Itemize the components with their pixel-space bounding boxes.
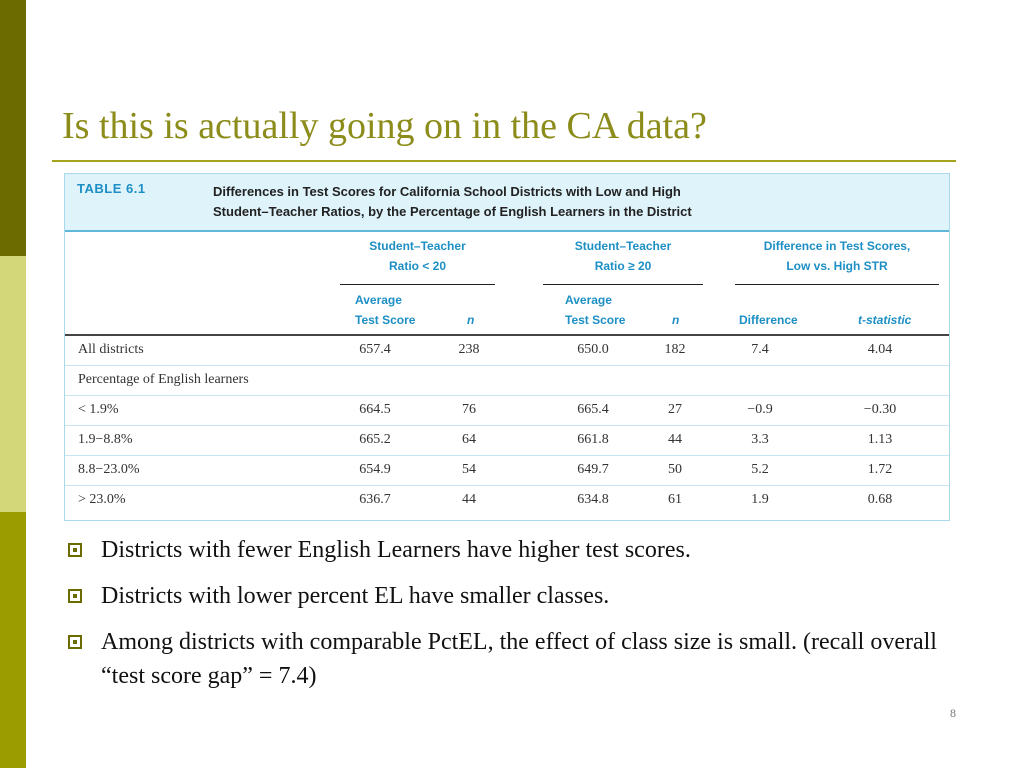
cell-n-high: 50 xyxy=(668,462,682,477)
accent-segment-dark xyxy=(0,0,26,256)
subheader-n-low: n xyxy=(467,313,475,327)
bullet-list xyxy=(64,533,964,705)
cell-difference: 5.2 xyxy=(751,462,769,477)
column-group-difference-line2: Low vs. High STR xyxy=(786,259,888,273)
column-group-low-str xyxy=(340,236,495,276)
list-item xyxy=(64,579,964,613)
cell-n-high: 27 xyxy=(668,402,682,417)
subheader-avg-score-high xyxy=(565,290,625,330)
row-label: 8.8−23.0% xyxy=(78,462,140,477)
table-row xyxy=(65,336,949,366)
subheader-difference: Difference xyxy=(739,313,798,327)
cell-avg-high: 634.8 xyxy=(577,492,609,507)
square-bullet-icon xyxy=(68,635,82,649)
table-row xyxy=(65,486,949,516)
table-caption xyxy=(213,182,913,222)
column-group-difference-line1: Difference in Test Scores, xyxy=(763,239,911,253)
table-caption-line1: Differences in Test Scores for California School Districts with Low and High xyxy=(213,184,681,199)
subheader-avg-score-high-line2: Test Score xyxy=(565,313,626,327)
row-label: > 23.0% xyxy=(78,492,126,507)
subheader-avg-score-low-line2: Test Score xyxy=(355,313,416,327)
title-divider xyxy=(52,160,956,162)
table-caption-header xyxy=(65,174,949,232)
row-label: All districts xyxy=(78,342,144,357)
cell-avg-low: 664.5 xyxy=(359,402,391,417)
group-rule-diff xyxy=(735,284,939,285)
data-table xyxy=(64,173,950,521)
cell-n-high: 44 xyxy=(668,432,682,447)
list-item xyxy=(64,533,964,567)
cell-avg-low: 657.4 xyxy=(359,342,391,357)
bullet-text: Districts with lower percent EL have smaller classes. xyxy=(101,583,610,609)
cell-difference: −0.9 xyxy=(747,402,773,417)
cell-avg-high: 661.8 xyxy=(577,432,609,447)
table-label: TABLE 6.1 xyxy=(77,181,146,196)
cell-n-high: 61 xyxy=(668,492,682,507)
cell-t-statistic: −0.30 xyxy=(863,402,897,417)
cell-n-low: 76 xyxy=(462,402,476,417)
column-group-high-str xyxy=(543,236,703,276)
row-label: 1.9−8.8% xyxy=(78,432,133,447)
subheader-t-statistic: t-statistic xyxy=(858,313,912,327)
column-group-difference xyxy=(735,236,939,276)
square-bullet-icon xyxy=(68,589,82,603)
group-rule-low xyxy=(340,284,495,285)
cell-n-low: 54 xyxy=(462,462,476,477)
accent-segment-light xyxy=(0,256,26,512)
bullet-text: Districts with fewer English Learners have higher test scores. xyxy=(101,537,691,563)
cell-avg-low: 654.9 xyxy=(359,462,391,477)
slide-title: Is this is actually going on in the CA data? xyxy=(62,105,707,147)
cell-avg-low: 665.2 xyxy=(359,432,391,447)
column-group-low-str-line1: Student–Teacher xyxy=(369,239,466,253)
table-row xyxy=(65,456,949,486)
subheader-avg-score-low xyxy=(355,290,415,330)
table-caption-line2: Student–Teacher Ratios, by the Percentage of English Learners in the District xyxy=(213,204,692,219)
cell-n-low: 44 xyxy=(462,492,476,507)
row-label: Percentage of English learners xyxy=(78,372,249,387)
slide-number: 8 xyxy=(950,706,956,720)
bullet-text: Among districts with comparable PctEL, the effect of class size is small. (recall overall “test score gap” = 7.4) xyxy=(101,629,937,689)
accent-segment-olive xyxy=(0,512,26,768)
cell-n-low: 64 xyxy=(462,432,476,447)
subheader-avg-score-high-line1: Average xyxy=(565,293,612,307)
cell-avg-high: 650.0 xyxy=(577,342,609,357)
cell-difference: 7.4 xyxy=(751,342,769,357)
column-group-high-str-line2: Ratio ≥ 20 xyxy=(594,259,652,273)
column-group-low-str-line2: Ratio < 20 xyxy=(388,259,447,273)
table-row xyxy=(65,396,949,426)
list-item xyxy=(64,625,964,693)
cell-difference: 3.3 xyxy=(751,432,769,447)
table-row xyxy=(65,366,949,396)
left-accent-bar xyxy=(0,0,26,768)
subheader-n-high: n xyxy=(672,313,680,327)
cell-t-statistic: 4.04 xyxy=(867,342,893,357)
subheader-avg-score-low-line1: Average xyxy=(355,293,402,307)
cell-t-statistic: 1.13 xyxy=(867,432,893,447)
square-bullet-icon xyxy=(68,543,82,557)
group-rule-high xyxy=(543,284,703,285)
column-group-high-str-line1: Student–Teacher xyxy=(574,239,672,253)
cell-t-statistic: 1.72 xyxy=(867,462,893,477)
cell-difference: 1.9 xyxy=(751,492,769,507)
cell-t-statistic: 0.68 xyxy=(867,492,893,507)
cell-avg-high: 665.4 xyxy=(577,402,609,417)
row-label: < 1.9% xyxy=(78,402,119,417)
cell-avg-low: 636.7 xyxy=(359,492,391,507)
cell-n-high: 182 xyxy=(664,342,686,357)
cell-n-low: 238 xyxy=(458,342,480,357)
cell-avg-high: 649.7 xyxy=(577,462,609,477)
table-row xyxy=(65,426,949,456)
